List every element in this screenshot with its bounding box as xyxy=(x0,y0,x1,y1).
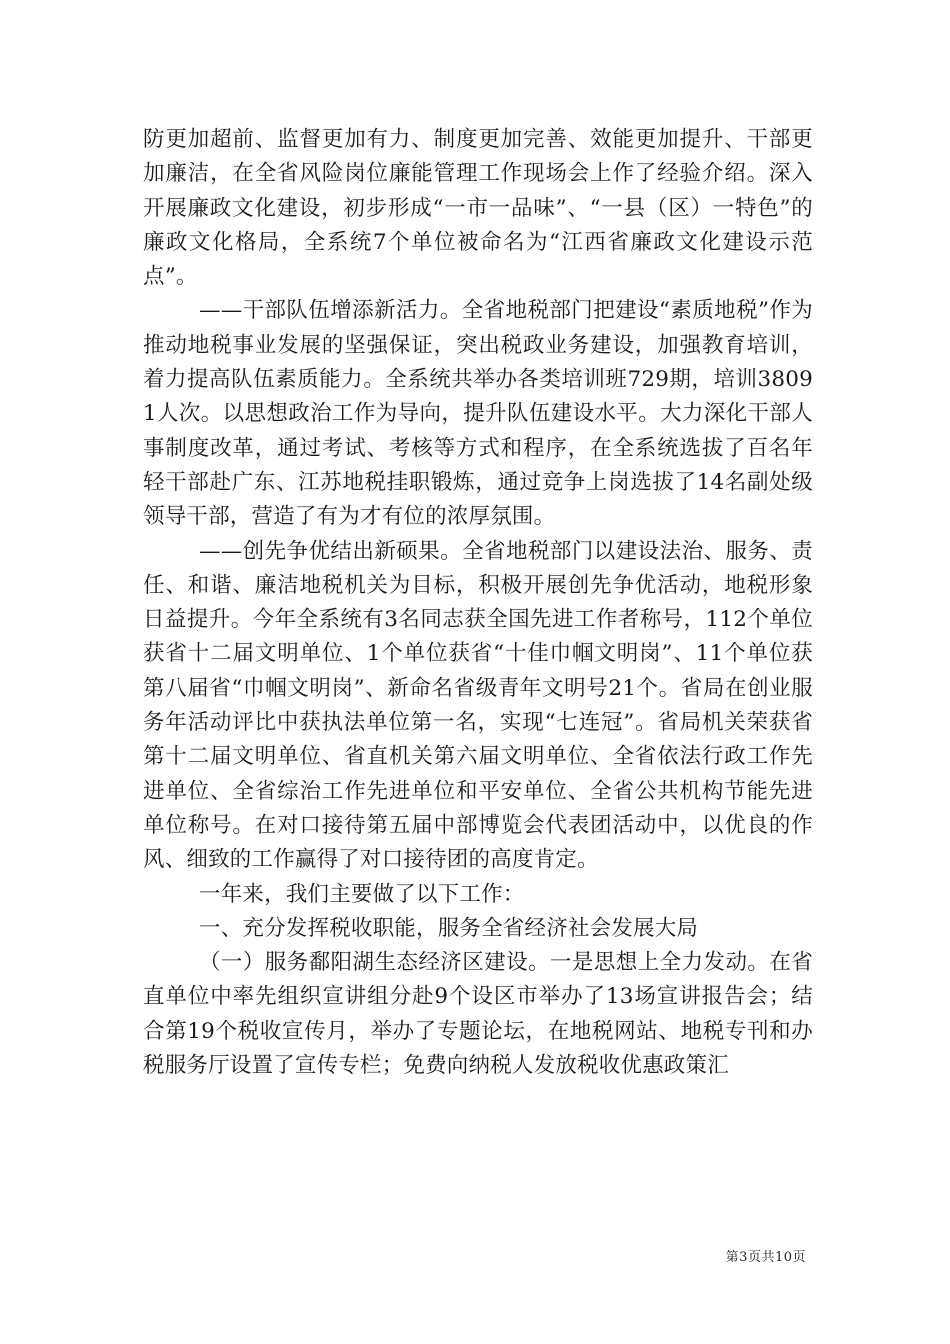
paragraph-poyang-lake: （一）服务鄱阳湖生态经济区建设。一是思想上全力发动。在省直单位中率先组织宣讲组分赴9个设区市举办了13场宣讲报告会；结合第19个税收宣传月，举办了专题论坛，在地税网站、地税专刊和办税服务厅设置了宣传专栏；免费向纳税人发放税收优惠政策汇 xyxy=(143,950,813,1079)
paragraph-integrity-culture: 防更加超前、监督更加有力、制度更加完善、效能更加提升、干部更加廉洁，在全省风险岗位廉能管理工作现场会上作了经验介绍。深入开展廉政文化建设，初步形成“一市一品味”、“一县（区）一特色”的廉政文化格局，全系统7个单位被命名为“江西省廉政文化建设示范点”。 xyxy=(143,127,813,290)
paragraph-year-summary: 一年来，我们主要做了以下工作： xyxy=(199,881,525,907)
page-number: 第3页共10页 xyxy=(725,1250,806,1265)
section-heading-tax-function: 一、充分发挥税收职能，服务全省经济社会发展大局 xyxy=(199,915,699,941)
paragraph-cadre-team: ——干部队伍增添新活力。全省地税部门把建设“素质地税”作为推动地税事业发展的坚强保证，突出税政业务建设，加强教育培训，着力提高队伍素质能力。全系统共举办各类培训班729期，培训38091人次。以思想政治工作为导向，提升队伍建设水平。大力深化干部人事制度改革，通过考试、考核等方式和程序，在全系统选拔了百名年轻干部赴广东、江苏地税挂职锻炼，通过竞争上岗选拔了14名副处级领导干部，营造了有为才有位的浓厚氛围。 xyxy=(143,298,813,530)
paragraph-excellence-results: ——创先争优结出新硕果。全省地税部门以建设法治、服务、责任、和谐、廉洁地税机关为目标，积极开展创先争优活动，地税形象日益提升。今年全系统有3名同志获全国先进工作者称号，112个单位获省十二届文明单位、1个单位获省“十佳巾帼文明岗”、11个单位获第八届省“巾帼文明岗”、新命名省级青年文明号21个。省局在创业服务年活动评比中获执法单位第一名，实现“七连冠”。省局机关荣获省第十二届文明单位、省直机关第六届文明单位、全省依法行政工作先进单位、全省综治工作先进单位和平安单位、全省公共机构节能先进单位称号。在对口接待第五届中部博览会代表团活动中，以优良的作风、细致的工作赢得了对口接待团的高度肯定。 xyxy=(143,538,813,873)
document-body xyxy=(143,123,813,1083)
